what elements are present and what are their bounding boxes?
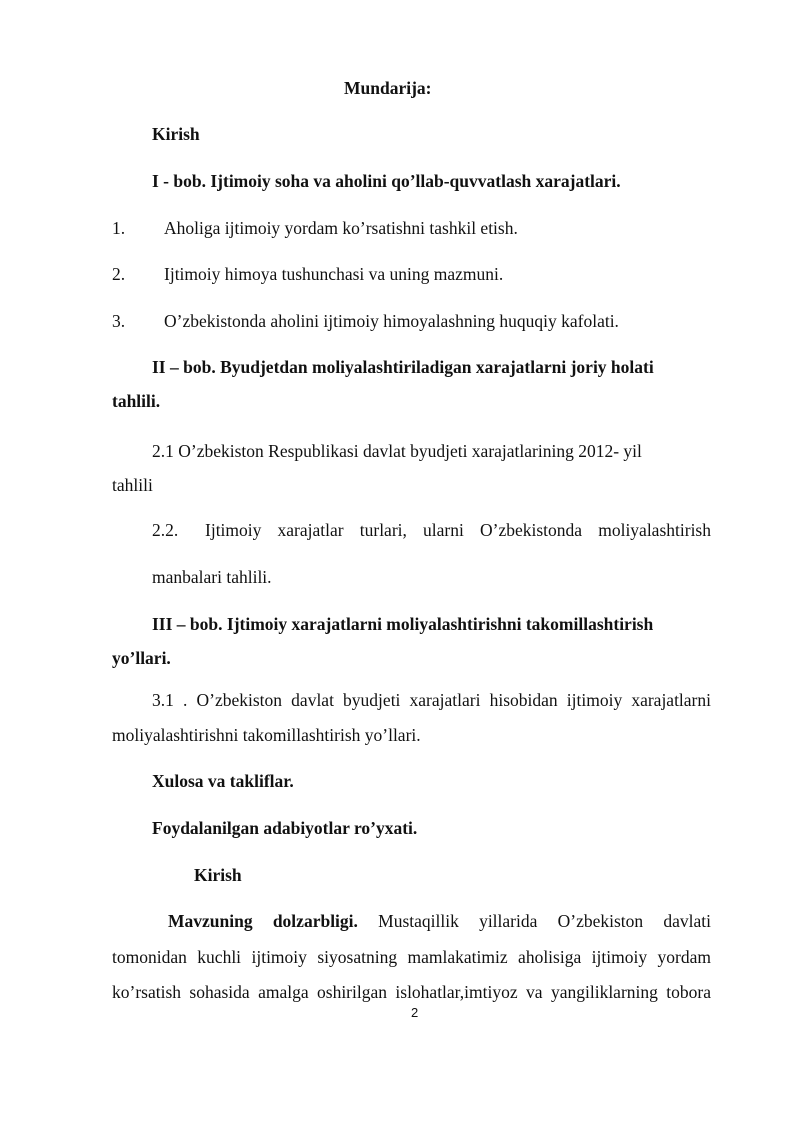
- page-number: 2: [411, 1005, 419, 1020]
- toc-chapter-2-cont: tahlili.: [112, 391, 161, 411]
- toc-item-2-2: Ijtimoiy xarajatlar turlari, ularni O’zbekistonda moliyalashtirish: [205, 520, 711, 540]
- toc-kirish: Kirish: [152, 124, 200, 144]
- intro-paragraph-line-2: tomonidan kuchli ijtimoiy siyosatning mamlakatimiz aholisiga ijtimoiy yordam: [112, 947, 711, 967]
- toc-references: Foydalanilgan adabiyotlar ro’yxati.: [152, 818, 418, 838]
- toc-chapter-1: I - bob. Ijtimoiy soha va aholini qo’llab-quvvatlash xarajatlari.: [152, 171, 621, 191]
- intro-paragraph-line-3: ko’rsatish sohasida amalga oshirilgan islohatlar,imtiyoz va yangiliklarning tobora: [112, 982, 711, 1002]
- toc-item-number: 1.: [112, 218, 126, 238]
- toc-chapter-3: III – bob. Ijtimoiy xarajatlarni moliyalashtirishni takomillashtirish: [152, 614, 654, 634]
- toc-conclusion: Xulosa va takliflar.: [152, 771, 294, 791]
- toc-item-2-1-cont: tahlili: [112, 475, 153, 495]
- toc-item: O’zbekistonda aholini ijtimoiy himoyalashning huquqiy kafolati.: [164, 311, 619, 331]
- toc-item-number: 3.: [112, 311, 126, 331]
- toc-item-number: 2.: [112, 264, 126, 284]
- toc-item: Aholiga ijtimoiy yordam ko’rsatishni tashkil etish.: [164, 218, 518, 238]
- toc-item: Ijtimoiy himoya tushunchasi va uning mazmuni.: [164, 264, 504, 284]
- toc-title: Mundarija:: [344, 78, 432, 98]
- toc-item-3-1: 3.1 . O’zbekiston davlat byudjeti xarajatlari hisobidan ijtimoiy xarajatlarni: [152, 690, 711, 710]
- toc-item-2-2-cont: manbalari tahlili.: [152, 567, 272, 587]
- intro-heading: Kirish: [194, 865, 242, 885]
- intro-lead-bold: Mavzuning dolzarbligi.: [168, 911, 358, 931]
- intro-paragraph-line-1: [168, 910, 711, 932]
- intro-lead-rest: Mustaqillik yillarida O’zbekiston davlati: [378, 911, 711, 931]
- toc-chapter-3-cont: yo’llari.: [112, 648, 171, 668]
- toc-item-3-1-cont: moliyalashtirishni takomillashtirish yo’llari.: [112, 725, 421, 745]
- toc-item-number: 2.2.: [152, 520, 179, 540]
- toc-chapter-2: II – bob. Byudjetdan moliyalashtiriladigan xarajatlarni joriy holati: [152, 357, 654, 377]
- toc-item-2-1: 2.1 O’zbekiston Respublikasi davlat byudjeti xarajatlarining 2012- yil: [152, 441, 642, 461]
